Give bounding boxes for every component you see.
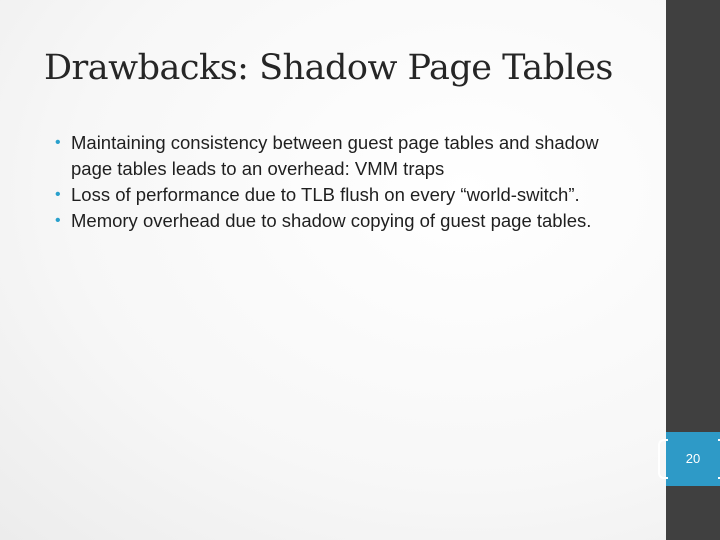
bullet-text: Loss of performance due to TLB flush on every “world-switch”.: [71, 184, 580, 205]
bullet-text: Maintaining consistency between guest page tables and shadow page tables leads to an overhead: VMM traps: [71, 132, 599, 179]
bullet-item: [55, 182, 625, 208]
bullet-icon: •: [55, 134, 61, 151]
page-number: 20: [685, 451, 701, 466]
bullet-item: [55, 130, 625, 182]
slide-title: Drawbacks: Shadow Page Tables: [44, 48, 613, 88]
bullet-item: [55, 208, 625, 234]
bullet-icon: •: [55, 212, 61, 229]
bullet-text: Memory overhead due to shadow copying of guest page tables.: [71, 210, 592, 231]
page-number-badge: [666, 432, 720, 486]
bullet-icon: •: [55, 186, 61, 203]
bullet-list: [55, 130, 625, 234]
